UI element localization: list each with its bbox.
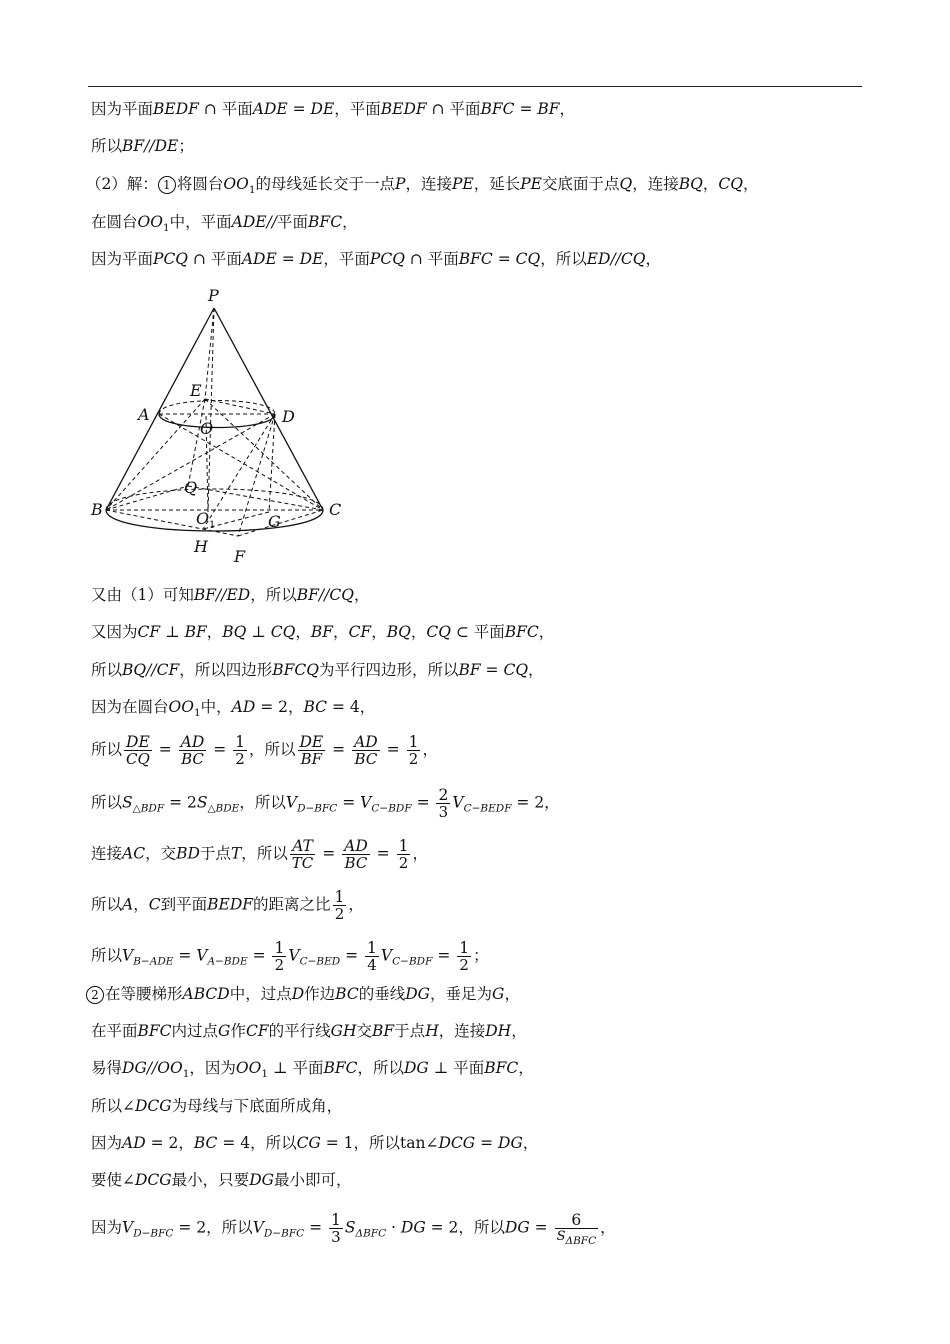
- text-line-10: 所以 $\frac{DE}{CQ}$ = $\frac{AD}{BC}$ = $\frac{1}{2}$ ，所以 $\frac{DE}{BF}$ = $\frac{AD}{BC}$ = $\frac{1}{2}$ ，: [91, 733, 438, 768]
- text-line-2: 所以BF//DE；: [91, 137, 194, 155]
- circled-number-2: 2: [86, 986, 104, 1004]
- generatrix-pc: [214, 308, 323, 510]
- lower-base-back-arc: [106, 489, 323, 510]
- label-o: O: [200, 419, 214, 438]
- label-g: G: [268, 512, 281, 531]
- segment-dh: [203, 414, 275, 529]
- text-line-11: 所以$S_{\triangle BDF} = 2S_{\triangle BDE}$，所以$V_{D-BFC} = V_{C-BDF}$ = $\frac{2}{3}$ $V_{C-BEDF} = 2$，: [91, 786, 560, 821]
- text-line-20: 要使∠DCG最小，只要DG最小即可，: [91, 1171, 352, 1189]
- text-line-4: 在圆台$OO_1$中，平面ADE//平面BFC，: [91, 213, 358, 234]
- text-line-12: 连接AC，交BD于点T，所以 $\frac{AT}{TC}$ = $\frac{AD}{BC}$ = $\frac{1}{2}$ ，: [91, 837, 428, 872]
- segment-ec: [205, 399, 323, 510]
- header-rule: [88, 86, 862, 87]
- text-line-18: 所以∠DCG为母线与下底面所成角，: [91, 1097, 343, 1115]
- circled-number-1: 1: [158, 176, 176, 194]
- text-line-16: 在平面BFC内过点G作CF的平行线GH交BF于点H，连接DH，: [91, 1022, 527, 1040]
- text-line-14: 所以$V_{B-ADE} = V_{A-BDE}$ = $\frac{1}{2}$ $V_{C-BED}$ = $\frac{1}{4}$ $V_{C-BDF}$ = $\frac{1}{2}$ ；: [91, 939, 489, 974]
- label-h: H: [194, 537, 208, 556]
- text-line-3: （2）解： 1 将圆台$OO_1$的母线延长交于一点P，连接PE，延长PE交底面于点Q，连接BQ，CQ，: [86, 175, 759, 196]
- segment-dg: [269, 414, 275, 512]
- label-a: A: [138, 405, 150, 424]
- text-line-1: 因为平面BEDF ∩ 平面ADE = DE，平面BEDF ∩ 平面BFC = BF，: [91, 100, 576, 118]
- label-c: C: [329, 500, 342, 519]
- upper-base-back-arc: [159, 401, 275, 415]
- text-line-15: 2 在等腰梯形ABCD中，过点D作边BC的垂线DG，垂足为G，: [86, 983, 520, 1005]
- label-o1-subscript: 1: [209, 520, 216, 531]
- segment-bq: [106, 486, 188, 510]
- text-line-17: 易得$DG//OO_1$，因为$OO_1$ ⊥ 平面BFC，所以DG ⊥ 平面BFC，: [91, 1059, 534, 1080]
- label-e: E: [190, 381, 202, 400]
- text-line-13: 所以A，C到平面BEDF的距离之比 $\frac{1}{2}$ ，: [91, 888, 364, 923]
- text-line-5: 因为平面PCQ ∩ 平面ADE = DE，平面PCQ ∩ 平面BFC = CQ，所以ED//CQ，: [91, 250, 661, 268]
- text-line-6: 又由（1）可知BF//ED，所以BF//CQ，: [91, 586, 370, 604]
- generatrix-pb: [106, 308, 214, 510]
- text-line-19: 因为AD = 2，BC = 4，所以CG = 1，所以tan∠DCG = DG，: [91, 1134, 539, 1152]
- frustum-cone-figure: [88, 286, 358, 576]
- text-line-21: 因为$V_{D-BFC} = 2$，所以$V_{D-BFC}$ = $\frac{1}{3}$ $S_{\Delta BFC}$ · DG = 2，所以DG = $\frac{6}{S_{\Delta BFC}}$ ，: [91, 1211, 616, 1247]
- text-line-7: 又因为CF ⊥ BF，BQ ⊥ CQ，BF，CF，BQ，CQ ⊂ 平面BFC，: [91, 623, 555, 641]
- label-p: P: [208, 286, 219, 305]
- label-q: Q: [184, 478, 198, 497]
- label-o1: O: [196, 509, 210, 528]
- label-d: D: [282, 407, 295, 426]
- label-f: F: [234, 547, 246, 566]
- segment-eq: [188, 399, 205, 486]
- text-line-9: 因为在圆台$OO_1$中，AD = 2，BC = 4，: [91, 698, 376, 719]
- text-line-8: 所以BQ//CF，所以四边形BFCQ为平行四边形，所以BF = CQ，: [91, 661, 544, 679]
- upper-base-front-arc: [159, 414, 275, 428]
- label-b: B: [91, 500, 103, 519]
